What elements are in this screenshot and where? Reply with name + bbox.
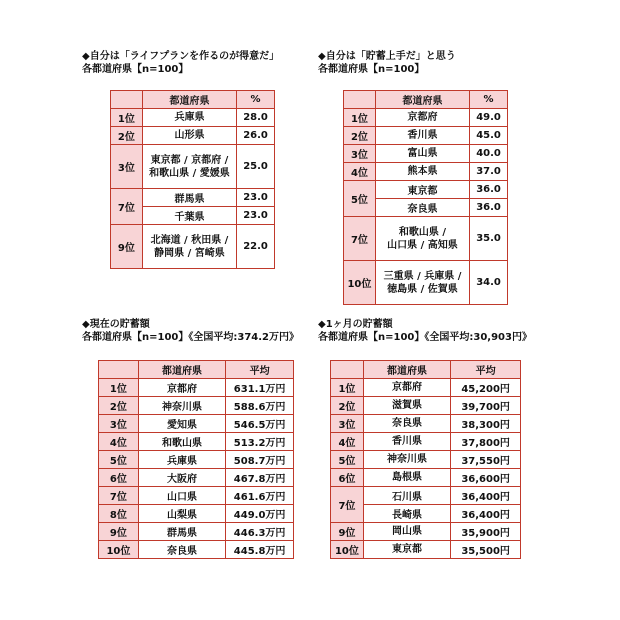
value-cell: 35.0	[470, 217, 508, 261]
panel-subtitle: 各都道府県【n=100】	[82, 64, 189, 75]
panel-subtitle: 各都道府県【n=100】《全国平均:374.2万円》	[82, 332, 300, 343]
value-cell: 26.0	[237, 127, 275, 145]
table-row	[331, 487, 521, 505]
rank-cell: 5位	[99, 451, 139, 469]
table-row	[111, 225, 275, 269]
rank-cell: 2位	[331, 397, 364, 415]
header-value: 平均	[226, 361, 294, 379]
prefecture-cell: 千葉県	[142, 207, 236, 225]
prefecture-line: 静岡県 / 宮崎県	[154, 247, 225, 259]
table-row	[99, 469, 294, 487]
table-row	[331, 415, 521, 433]
header-rank-cell	[111, 91, 143, 109]
panel-lifeplan	[82, 50, 279, 76]
table-row	[99, 505, 294, 523]
prefecture-line: 東京都	[392, 544, 423, 555]
value-cell: 45,200円	[451, 379, 521, 397]
prefecture-cell	[363, 541, 450, 559]
value-cell: 45.0	[470, 127, 508, 145]
table-row	[331, 469, 521, 487]
table-row	[99, 397, 294, 415]
table-row	[331, 397, 521, 415]
table-lifeplan	[110, 90, 275, 269]
value-cell: 35,500円	[451, 541, 521, 559]
rank-cell: 1位	[344, 109, 376, 127]
prefecture-cell	[142, 225, 236, 269]
prefecture-cell	[375, 127, 469, 145]
prefecture-cell	[375, 163, 469, 181]
prefecture-cell: 東京都	[375, 181, 469, 199]
prefecture-line: 神奈川県	[387, 454, 428, 465]
table-row	[99, 433, 294, 451]
rank-cell: 3位	[111, 145, 143, 189]
value-cell: 36.0	[470, 199, 508, 217]
panel-monthly-savings	[318, 318, 532, 344]
prefecture-line: 香川県	[392, 436, 423, 447]
rank-cell: 5位	[331, 451, 364, 469]
prefecture-line: 奈良県	[392, 418, 423, 429]
rank-cell: 2位	[99, 397, 139, 415]
value-cell: 23.0	[237, 207, 275, 225]
prefecture-line: 徳島県 / 佐賀県	[387, 283, 458, 295]
rank-cell: 9位	[99, 523, 139, 541]
rank-cell: 7位	[99, 487, 139, 505]
rank-cell: 9位	[331, 523, 364, 541]
header-prefecture: 都道府県	[363, 361, 450, 379]
header-rank-cell	[99, 361, 139, 379]
panel-subtitle: 各都道府県【n=100】《全国平均:30,903円》	[318, 332, 532, 343]
table-row	[344, 181, 508, 199]
rank-cell: 1位	[331, 379, 364, 397]
value-cell: 461.6万円	[226, 487, 294, 505]
table-row	[99, 541, 294, 559]
prefecture-cell	[375, 217, 469, 261]
prefecture-cell	[363, 523, 450, 541]
prefecture-cell: 京都府	[138, 379, 225, 397]
prefecture-cell	[375, 109, 469, 127]
table-row	[344, 145, 508, 163]
table-row	[344, 109, 508, 127]
prefecture-cell: 群馬県	[138, 523, 225, 541]
table-row	[111, 145, 275, 189]
rank-cell: 1位	[99, 379, 139, 397]
value-cell: 36,400円	[451, 487, 521, 505]
header-prefecture: 都道府県	[138, 361, 225, 379]
rank-cell: 7位	[344, 217, 376, 261]
prefecture-line: 三重県 / 兵庫県 /	[383, 270, 462, 282]
value-cell: 37.0	[470, 163, 508, 181]
panel-title: ◆自分は「貯蓄上手だ」と思う	[318, 51, 456, 62]
value-cell: 546.5万円	[226, 415, 294, 433]
table-row	[99, 379, 294, 397]
value-cell: 28.0	[237, 109, 275, 127]
value-cell: 445.8万円	[226, 541, 294, 559]
value-cell: 39,700円	[451, 397, 521, 415]
table-current-savings	[98, 360, 294, 559]
prefecture-cell: 兵庫県	[138, 451, 225, 469]
prefecture-cell	[363, 397, 450, 415]
prefecture-line: 島根県	[392, 472, 423, 483]
rank-cell: 2位	[344, 127, 376, 145]
value-cell: 22.0	[237, 225, 275, 269]
rank-cell: 3位	[344, 145, 376, 163]
table-row	[344, 217, 508, 261]
prefecture-line: 熊本県	[407, 166, 438, 177]
header-rank-cell	[331, 361, 364, 379]
table-row	[99, 451, 294, 469]
panel-saving-skill	[318, 50, 456, 76]
panel-title: ◆自分は「ライフプランを作るのが得意だ」	[82, 51, 280, 62]
prefecture-cell: 大阪府	[138, 469, 225, 487]
prefecture-cell: 神奈川県	[138, 397, 225, 415]
prefecture-cell	[142, 109, 236, 127]
prefecture-cell: 石川県	[363, 487, 450, 505]
rank-cell: 8位	[99, 505, 139, 523]
table-monthly-savings	[330, 360, 521, 559]
value-cell: 49.0	[470, 109, 508, 127]
table-row	[331, 541, 521, 559]
value-cell: 36,600円	[451, 469, 521, 487]
rank-cell: 10位	[99, 541, 139, 559]
prefecture-line: 滋賀県	[392, 400, 423, 411]
value-cell: 513.2万円	[226, 433, 294, 451]
prefecture-cell	[363, 469, 450, 487]
table-row	[331, 451, 521, 469]
prefecture-line: 和歌山県 / 愛媛県	[149, 167, 230, 179]
rank-cell: 7位	[111, 189, 143, 225]
rank-cell: 10位	[331, 541, 364, 559]
panel-subtitle: 各都道府県【n=100】	[318, 64, 425, 75]
value-cell: 40.0	[470, 145, 508, 163]
value-cell: 38,300円	[451, 415, 521, 433]
rank-cell: 4位	[344, 163, 376, 181]
prefecture-cell	[142, 145, 236, 189]
prefecture-line: 香川県	[407, 130, 438, 141]
prefecture-cell: 山口県	[138, 487, 225, 505]
table-saving-skill	[343, 90, 508, 305]
table-row	[99, 415, 294, 433]
prefecture-line: 京都府	[392, 382, 423, 393]
prefecture-line: 北海道 / 秋田県 /	[150, 234, 229, 246]
prefecture-line: 富山県	[407, 148, 438, 159]
value-cell: 588.6万円	[226, 397, 294, 415]
rank-cell: 4位	[99, 433, 139, 451]
prefecture-line: 山口県 / 高知県	[387, 239, 458, 251]
prefecture-cell	[375, 261, 469, 305]
prefecture-cell: 奈良県	[375, 199, 469, 217]
value-cell: 631.1万円	[226, 379, 294, 397]
header-value: %	[470, 91, 508, 109]
value-cell: 449.0万円	[226, 505, 294, 523]
header-rank-cell	[344, 91, 376, 109]
rank-cell: 4位	[331, 433, 364, 451]
value-cell: 37,800円	[451, 433, 521, 451]
table-row	[111, 109, 275, 127]
header-prefecture: 都道府県	[375, 91, 469, 109]
rank-cell: 6位	[99, 469, 139, 487]
prefecture-cell: 山梨県	[138, 505, 225, 523]
prefecture-cell	[363, 451, 450, 469]
rank-cell: 9位	[111, 225, 143, 269]
value-cell: 35,900円	[451, 523, 521, 541]
table-row	[99, 523, 294, 541]
header-value: %	[237, 91, 275, 109]
prefecture-line: 東京都 / 京都府 /	[150, 154, 229, 166]
prefecture-cell: 群馬県	[142, 189, 236, 207]
value-cell: 25.0	[237, 145, 275, 189]
header-value: 平均	[451, 361, 521, 379]
prefecture-cell	[375, 145, 469, 163]
prefecture-cell	[363, 379, 450, 397]
prefecture-line: 和歌山県 /	[398, 226, 447, 238]
prefecture-cell: 長崎県	[363, 505, 450, 523]
panel-current-savings	[82, 318, 299, 344]
rank-cell: 3位	[331, 415, 364, 433]
rank-cell: 7位	[331, 487, 364, 523]
rank-cell: 10位	[344, 261, 376, 305]
table-row	[111, 127, 275, 145]
table-row	[111, 189, 275, 207]
value-cell: 36,400円	[451, 505, 521, 523]
table-row	[344, 261, 508, 305]
value-cell: 36.0	[470, 181, 508, 199]
panel-title: ◆1ヶ月の貯蓄額	[318, 319, 393, 330]
prefecture-cell: 和歌山県	[138, 433, 225, 451]
table-row	[331, 433, 521, 451]
prefecture-cell: 愛知県	[138, 415, 225, 433]
prefecture-line: 山形県	[174, 130, 205, 141]
table-row	[99, 487, 294, 505]
prefecture-line: 兵庫県	[174, 112, 205, 123]
value-cell: 34.0	[470, 261, 508, 305]
prefecture-cell	[363, 433, 450, 451]
table-row	[344, 163, 508, 181]
rank-cell: 3位	[99, 415, 139, 433]
header-prefecture: 都道府県	[142, 91, 236, 109]
table-row	[331, 379, 521, 397]
panel-title: ◆現在の貯蓄額	[82, 319, 150, 330]
prefecture-cell: 奈良県	[138, 541, 225, 559]
rank-cell: 5位	[344, 181, 376, 217]
prefecture-line: 京都府	[407, 112, 438, 123]
value-cell: 508.7万円	[226, 451, 294, 469]
rank-cell: 1位	[111, 109, 143, 127]
value-cell: 37,550円	[451, 451, 521, 469]
value-cell: 467.8万円	[226, 469, 294, 487]
table-row	[331, 523, 521, 541]
prefecture-cell	[363, 415, 450, 433]
value-cell: 23.0	[237, 189, 275, 207]
prefecture-cell	[142, 127, 236, 145]
rank-cell: 6位	[331, 469, 364, 487]
rank-cell: 2位	[111, 127, 143, 145]
table-row	[344, 127, 508, 145]
value-cell: 446.3万円	[226, 523, 294, 541]
prefecture-line: 岡山県	[392, 526, 423, 537]
